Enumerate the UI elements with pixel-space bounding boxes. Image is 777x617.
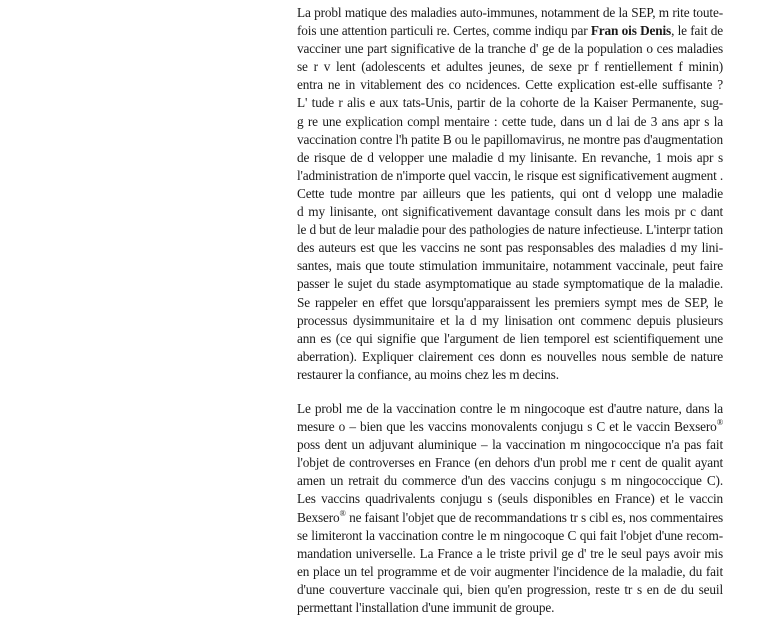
text-line — [297, 4, 723, 22]
text-line — [297, 58, 723, 76]
text-segment: amen un retrait du commerce d'un des vaccins conjugu s m ningococcique C). — [297, 473, 723, 489]
text-segment: d my linisante, ont significativement davantage consult dans les mois pr c dant — [297, 204, 723, 220]
text-segment: mandation universelle. La France a le triste privil ge d' tre le seul pays avoir mis — [297, 545, 723, 561]
text-segment: ne faisant l'objet que de recommandations tr s cibl es, nos commentaires — [345, 509, 723, 525]
text-line — [297, 563, 723, 581]
paragraph-meningocoque — [297, 400, 723, 617]
text-segment: permettant l'installation d'une immunit de groupe. — [297, 600, 555, 615]
text-line — [297, 113, 723, 131]
text-line — [297, 76, 723, 94]
text-line — [297, 94, 723, 112]
text-segment: Se rappeler en effet que lorsqu'apparaissent les premiers sympt mes de SEP, le — [297, 294, 723, 310]
text-segment: entra ne in vitablement des co ncidences. Cette explication est-elle suffisante ? — [297, 77, 723, 93]
registered-mark: ® — [339, 507, 346, 518]
text-segment: fois une attention particuli re. Certes, comme indiqu par — [297, 23, 591, 39]
text-line — [297, 581, 723, 599]
text-line — [297, 221, 723, 239]
text-line — [297, 545, 723, 563]
text-segment: Les vaccins quadrivalents conjugu s (seuls disponibles en France) et le vaccin — [297, 491, 723, 507]
text-line — [297, 454, 723, 472]
text-segment: d'une couverture vaccinale qui, bien qu'en progression, reste tr s en de du seuil — [297, 581, 723, 597]
text-segment: restaurer la confiance, au moins chez les m decins. — [297, 366, 559, 382]
paragraph-sep — [297, 4, 723, 384]
registered-mark: ® — [716, 417, 723, 428]
text-line — [297, 400, 723, 418]
text-segment: le d but de leur maladie pour des pathologies de nature infectieuse. L'interpr tation — [297, 222, 723, 238]
text-line — [297, 257, 723, 275]
text-segment: des auteurs est que les vaccins ne sont pas responsables des maladies d my lini- — [297, 240, 723, 256]
text-segment: mesure o – bien que les vaccins monovalents conjugu s C et le vaccin Bexsero — [297, 419, 717, 435]
text-segment: L' tude r alis e aux tats-Unis, partir de la cohorte de la Kaiser Permanente, sug- — [297, 95, 723, 111]
text-line — [297, 203, 723, 221]
text-line — [297, 527, 723, 545]
text-line — [297, 22, 723, 40]
text-line — [297, 185, 723, 203]
text-line — [297, 348, 723, 366]
text-segment: Bexsero — [297, 509, 340, 525]
text-line — [297, 275, 723, 293]
text-line — [297, 294, 723, 312]
text-column — [297, 4, 723, 617]
text-segment: en place un tel programme et de voir augmenter l'incidence de la maladie, du fait — [297, 563, 723, 579]
text-line — [297, 167, 723, 185]
text-line — [297, 330, 723, 348]
author-name: Fran ois Denis — [590, 23, 672, 39]
text-segment: g re une explication compl mentaire : cette tude, dans un d lai de 3 ans apr s la — [297, 113, 723, 129]
text-line — [297, 312, 723, 330]
text-line — [297, 472, 723, 490]
text-segment: vaccination contre l'h patite B ou le papillomavirus, ne montre pas d'augmentation — [297, 131, 723, 147]
text-line — [297, 239, 723, 257]
text-line — [297, 509, 723, 527]
text-segment: poss dent un adjuvant aluminique – la vaccination m ningococcique n'a pas fait — [297, 437, 723, 453]
text-line — [297, 418, 723, 436]
text-segment: , le fait de — [671, 23, 723, 39]
text-segment: ann es (ce qui signifie que l'argument de lien temporel est scientifiquement une — [297, 330, 723, 346]
text-segment: Cette tude montre par ailleurs que les patients, qui ont d velopp une maladie — [297, 185, 723, 201]
text-segment: santes, mais que toute stimulation immunitaire, notamment vaccinale, peut faire — [297, 258, 723, 274]
text-segment: vacciner une part significative de la tranche d' ge de la population o ces maladies — [297, 41, 723, 57]
text-line — [297, 366, 723, 384]
text-line — [297, 40, 723, 58]
text-line — [297, 149, 723, 167]
text-segment: l'objet de controverses en France (en dehors d'un probl me r cent de qualit ayant — [297, 455, 723, 471]
text-line — [297, 131, 723, 149]
text-line — [297, 436, 723, 454]
text-segment: de risque de d velopper une maladie d my linisante. En revanche, 1 mois apr s — [297, 149, 723, 165]
text-segment: processus dysimmunitaire et la d my linisation ont commenc depuis plusieurs — [297, 312, 723, 328]
text-segment: Le probl me de la vaccination contre le m ningocoque est d'autre nature, dans la — [297, 400, 723, 416]
text-line — [297, 599, 723, 617]
text-segment: l'administration de n'importe quel vaccin, le risque est significativement augment . — [297, 167, 723, 183]
text-segment: se r v lent (adolescents et adultes jeunes, de sexe pr f rentiellement f minin) — [297, 59, 723, 75]
text-segment: aberration). Expliquer clairement ces donn es nouvelles nous semble de nature — [297, 348, 723, 364]
text-segment: La probl matique des maladies auto-immunes, notamment de la SEP, m rite toute- — [297, 5, 723, 20]
text-segment: se limiteront la vaccination contre le m ningocoque C qui fait l'objet d'une recom- — [297, 527, 723, 543]
text-segment: passer le sujet du stade asymptomatique au stade symptomatique de la maladie. — [297, 276, 723, 292]
text-line — [297, 490, 723, 508]
